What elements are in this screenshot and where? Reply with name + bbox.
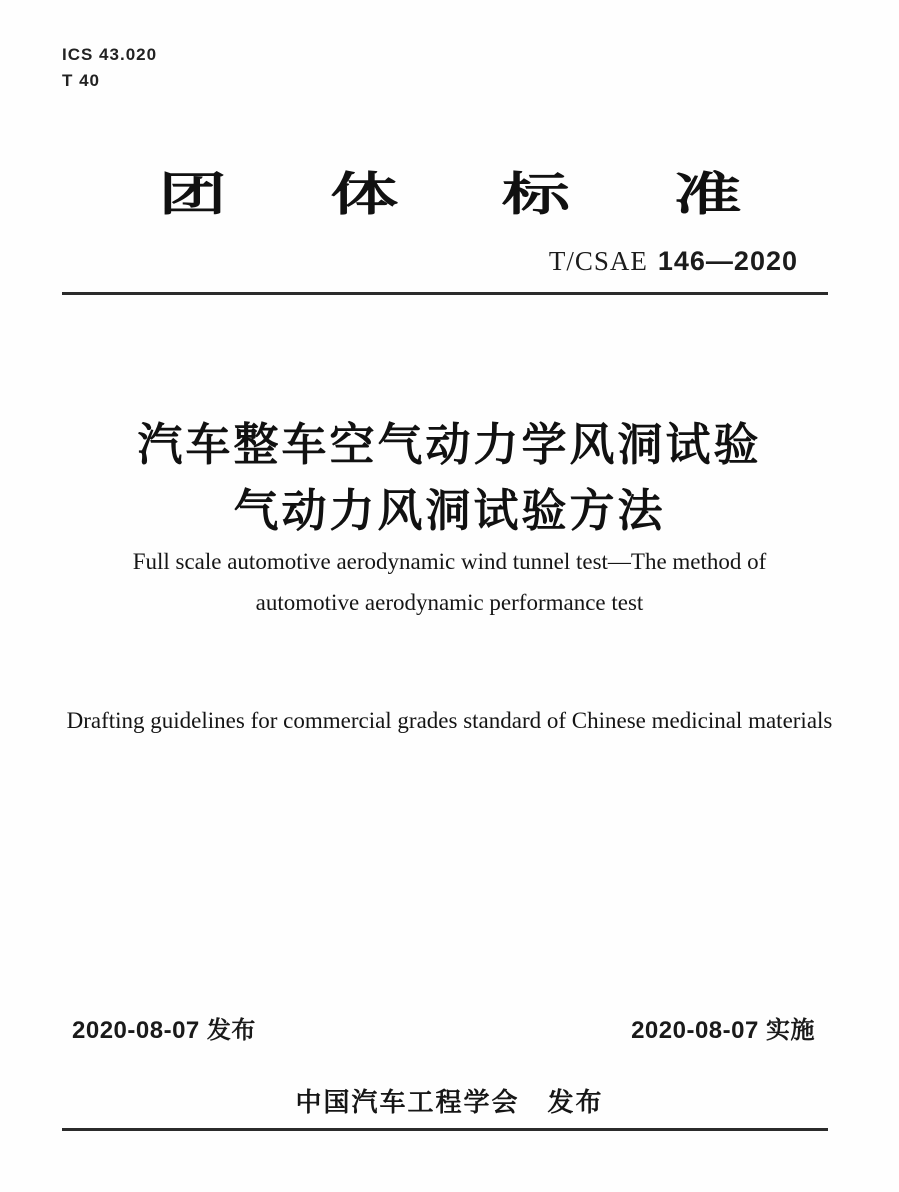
implement-date: 2020-08-07 实施	[631, 1017, 815, 1044]
ics-block	[62, 42, 157, 94]
publisher-line: 中国汽车工程学会 发布	[295, 1087, 604, 1117]
title-cn-line2: 气动力风洞试验方法	[233, 485, 666, 536]
footer-divider-rule	[62, 1128, 828, 1131]
title-en-line1: Full scale automotive aerodynamic wind tunnel test—The method of	[132, 549, 767, 574]
header-divider-rule	[62, 292, 828, 295]
issue-date: 2020-08-07 发布	[72, 1017, 256, 1044]
classification-code: T 40	[62, 71, 101, 90]
doc-type-heading	[0, 158, 899, 220]
standard-number-code: 146—2020	[657, 246, 798, 276]
title-en-line2: automotive aerodynamic performance test	[255, 590, 644, 615]
standard-number-prefix: T/CSAE	[548, 246, 648, 276]
standard-number	[549, 246, 798, 277]
subtitle-en: Drafting guidelines for commercial grades standard of Chinese medicinal materials	[66, 708, 833, 733]
ics-code: ICS 43.020	[62, 45, 158, 64]
doc-type-text: 团体标准	[157, 168, 845, 220]
title-cn-line1: 汽车整车空气动力学风洞试验	[137, 419, 762, 470]
